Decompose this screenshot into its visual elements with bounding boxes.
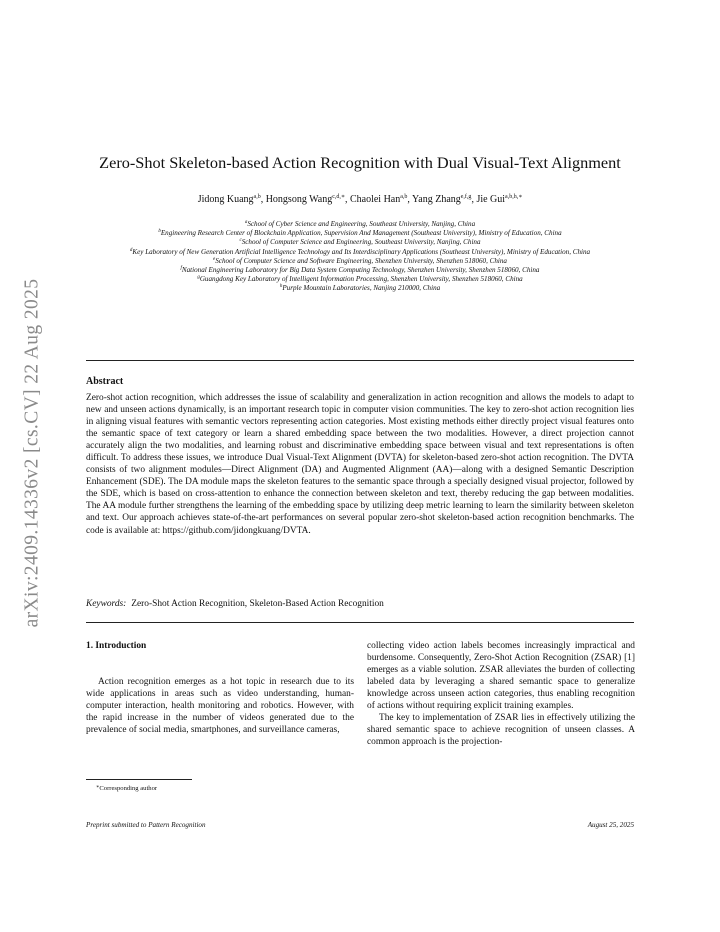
author-sup: c,d,∗ [332,194,345,200]
keywords-text: Zero-Shot Action Recognition, Skeleton-Based Action Recognition [131,599,384,609]
body-paragraph: Action recognition emerges as a hot topic in research due to its wide applications in areas such as video understanding, human-computer interaction, health monitoring and robotics. However, with the rapid increase in the number of videos generated due to the prevalence of social media, smartphones, and surveillance cameras, [86,677,354,736]
author-name: Jie Gui [476,194,506,205]
author-sup: a,b [253,194,261,200]
abstract-text: Zero-shot action recognition, which addresses the issue of scalability and generalization in action recognition and allows the models to adapt to new and unseen actions dynamically, is an important research topic in computer vision communities. The key to zero-shot action recognition lies in aligning visual features with semantic vectors representing action categories. Most existing methods either directly project visual features onto the semantic space of text category or learn a shared embedding space between the two modalities. However, a direct projection cannot accurately align the two modalities, and learning robust and discriminative embedding space between visual and text representations is often difficult. To address these issues, we introduce Dual Visual-Text Alignment (DVTA) for skeleton-based zero-shot action recognition. The DVTA consists of two alignment modules—Direct Alignment (DA) and Augmented Alignment (AA)—along with a designed Semantic Description Enhancement (SDE). The DA module maps the skeleton features to the semantic space through a specially designed visual projector, followed by the SDE, which is based on cross-attention to enhance the connection between skeleton and text, thereby reducing the gap between modalities. The AA module further strengthens the learning of the embedding space by utilizing deep metric learning to learn the similarity between skeleton and text. Our approach achieves state-of-the-art performances on several popular zero-shot skeleton-based action recognition benchmarks. The code is available at: https://github.com/jidongkuang/DVTA. [86,393,634,536]
author-sep: , [407,194,413,205]
affiliation [86,284,634,293]
author-sep: , [260,194,266,205]
body-paragraph: The key to implementation of ZSAR lies in effectively utilizing the shared semantic space to achieve recognition of unseen classes. A common approach is the projection- [367,713,635,748]
right-column [367,640,635,748]
footnote-mark: ∗ [96,785,100,790]
affiliation-text: Purple Mountain Laboratories, Nanjing 210000, China [282,284,441,293]
affiliation-text: Engineering Research Center of Blockchain Application, Supervision And Management (Southeast University), Ministry of Education, China [160,229,562,238]
affiliation-sup: c [239,238,242,244]
section-heading: 1. Introduction [86,641,147,651]
affiliation-text: National Engineering Laboratory for Big Data System Computing Technology, Shenzhen University, Shenzhen 518060, China [181,266,540,275]
affiliation-text: School of Computer Science and Software Engineering, Shenzhen University, Shenzhen 518060, China [215,256,507,265]
footnote-rule [86,779,192,780]
affiliation-sup: a [244,220,248,225]
affiliation-sup: e [213,256,216,262]
affiliation-text: Key Laboratory of New Generation Artificial Intelligence Technology and Its Interdisciplinary Applications (Southeast University), Ministry of Education, China [132,247,591,256]
footnote-text: Corresponding author [99,785,158,792]
affiliation [86,257,634,266]
keywords [86,599,384,609]
abstract-rule [86,622,634,623]
footer-date: August 25, 2025 [587,821,634,829]
affiliation [86,238,634,247]
arxiv-stamp [18,258,46,648]
author-sup: e,f,g [460,194,472,200]
affiliation-sup: g [197,275,200,281]
affiliation [86,266,634,275]
author-name: Jidong Kuang [197,194,254,205]
affiliation-sup: f [180,266,182,272]
affiliation [86,220,634,229]
affiliation-sup: h [279,284,283,290]
footer-preprint: Preprint submitted to Pattern Recognition [86,821,206,829]
affiliation-list [86,220,634,294]
author-sep: , [471,194,477,205]
affiliation-text: Guangdong Key Laboratory of Intelligent Information Processing, Shenzhen University, Shenzhen 518060, China [199,275,523,284]
abstract-heading: Abstract [86,376,124,387]
author-sup: a,b [400,194,408,200]
arxiv-stamp-text: arXiv:2409.14336v2 [cs.CV] 22 Aug 2025 [21,278,42,628]
author-name: Hongsong Wang [265,194,333,205]
left-column [86,640,354,736]
author-sep: , [344,194,350,205]
header-rule [86,360,634,361]
affiliation [86,275,634,284]
author-list [86,194,634,205]
affiliation-sup: d [129,247,133,253]
paper-title: Zero-Shot Skeleton-based Action Recognition with Dual Visual-Text Alignment [99,153,621,172]
keywords-label: Keywords: [86,599,127,609]
author-name: Yang Zhang [412,194,461,205]
affiliation [86,248,634,257]
footnote [96,785,157,792]
affiliation-text: School of Computer Science and Engineering, Southeast University, Nanjing, China [241,238,481,247]
affiliation-text: School of Cyber Science and Engineering, Southeast University, Nanjing, China [247,220,476,228]
affiliation [86,229,634,238]
affiliation-sup: b [158,229,161,235]
author-name: Chaolei Han [349,194,401,205]
body-paragraph: collecting video action labels becomes increasingly impractical and burdensome. Consequently, Zero-Shot Action Recognition (ZSAR) [1] emerges as a viable solution. ZSAR alleviates the burden of collecting labeled data by leveraging a shared semantic space to generalize knowledge across unseen action categories, thus enabling recognition of actions without requiring explicit training examples. [367,641,635,712]
author-sup: a,b,h,∗ [505,194,523,200]
